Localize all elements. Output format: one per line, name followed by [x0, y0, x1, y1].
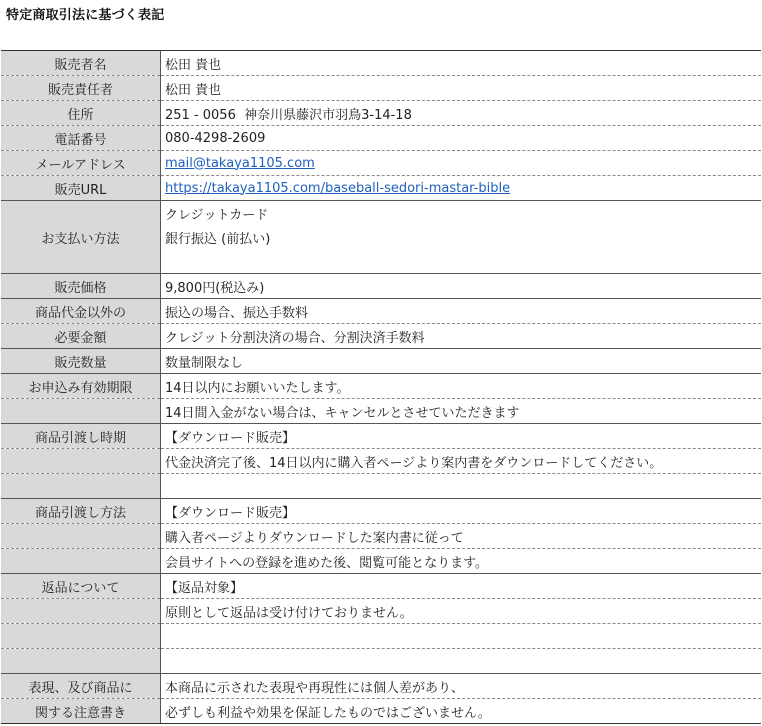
- value-returns-blank: [161, 624, 762, 649]
- table-row: [1, 349, 761, 374]
- value-delivery-time-1: 【ダウンロード販売】: [161, 424, 762, 449]
- label-extra-cost-2: 必要金額: [1, 324, 161, 349]
- label-address: 住所: [1, 101, 161, 126]
- label-validity-blank: [1, 399, 161, 424]
- table-row: [1, 599, 761, 624]
- table-row: [1, 324, 761, 349]
- legal-notice-table: [1, 50, 761, 724]
- value-phone: 080-4298-2609: [161, 126, 762, 151]
- value-price: 9,800円(税込み): [161, 274, 762, 299]
- table-row: [1, 274, 761, 299]
- value-returns-2: 原則として返品は受け付けておりません。: [161, 599, 762, 624]
- value-delivery-time-blank: [161, 474, 762, 499]
- table-row: [1, 374, 761, 399]
- table-row: [1, 424, 761, 449]
- table-row: [1, 51, 761, 76]
- email-link[interactable]: mail@takaya1105.com: [165, 155, 315, 171]
- value-extra-cost-1: 振込の場合、振込手数料: [161, 299, 762, 324]
- value-manager: 松田 貴也: [161, 76, 762, 101]
- value-payment-blank: [161, 249, 762, 274]
- value-validity-2: 14日間入金がない場合は、キャンセルとさせていただきます: [161, 399, 762, 424]
- table-row: [1, 574, 761, 599]
- table-row: [1, 126, 761, 151]
- value-delivery-method-1: 【ダウンロード販売】: [161, 499, 762, 524]
- value-returns-blank-2: [161, 649, 762, 674]
- table-row: [1, 76, 761, 101]
- value-payment-1: クレジットカード: [165, 207, 269, 223]
- label-delivery-method-blank: [1, 524, 161, 549]
- table-row: [1, 101, 761, 126]
- label-url: 販売URL: [1, 176, 161, 201]
- label-delivery-method-blank-2: [1, 549, 161, 574]
- label-validity: お申込み有効期限: [1, 374, 161, 399]
- page-title: 特定商取引法に基づく表記: [6, 8, 165, 23]
- value-delivery-method-3: 会員サイトへの登録を進めた後、閲覧可能となります。: [161, 549, 762, 574]
- value-returns-1: 【返品対象】: [161, 574, 762, 599]
- value-validity-1: 14日以内にお願いいたします。: [161, 374, 762, 399]
- sales-url-link[interactable]: https://takaya1105.com/baseball-sedori-mastar-bible: [165, 180, 511, 196]
- table-row: [1, 699, 761, 724]
- value-delivery-method-2: 購入者ページよりダウンロードした案内書に従って: [161, 524, 762, 549]
- label-quantity: 販売数量: [1, 349, 161, 374]
- label-seller: 販売者名: [1, 51, 161, 76]
- table-row: [1, 549, 761, 574]
- table-row: [1, 449, 761, 474]
- table-row: [1, 499, 761, 524]
- value-quantity: 数量制限なし: [161, 349, 762, 374]
- label-delivery-time-blank-2: [1, 474, 161, 499]
- label-delivery-method: 商品引渡し方法: [1, 499, 161, 524]
- value-email-cell: [161, 151, 762, 176]
- label-notes-1: 表現、及び商品に: [1, 674, 161, 699]
- value-notes-2: 必ずしも利益や効果を保証したものではございません。: [161, 699, 762, 724]
- value-notes-1: 本商品に示された表現や再現性には個人差があり、: [161, 674, 762, 699]
- label-manager: 販売責任者: [1, 76, 161, 101]
- label-price: 販売価格: [1, 274, 161, 299]
- table-row: [1, 151, 761, 176]
- label-returns: 返品について: [1, 574, 161, 599]
- label-extra-cost-1: 商品代金以外の: [1, 299, 161, 324]
- label-delivery-time: 商品引渡し時期: [1, 424, 161, 449]
- label-payment: お支払い方法: [1, 201, 161, 274]
- table-row: [1, 649, 761, 674]
- table-row: [1, 474, 761, 499]
- label-returns-blank: [1, 599, 161, 624]
- label-returns-blank-2: [1, 624, 161, 649]
- table-row: [1, 176, 761, 201]
- label-delivery-time-blank: [1, 449, 161, 474]
- label-email: メールアドレス: [1, 151, 161, 176]
- label-notes-2: 関する注意書き: [1, 699, 161, 724]
- value-address: 251 - 0056 神奈川県藤沢市羽鳥3-14-18: [161, 101, 762, 126]
- value-extra-cost-2: クレジット分割決済の場合、分割決済手数料: [161, 324, 762, 349]
- value-payment-2: 銀行振込 (前払い): [165, 231, 271, 247]
- table-row: [1, 524, 761, 549]
- value-url-cell: [161, 176, 762, 201]
- value-delivery-time-2: 代金決済完了後、14日以内に購入者ページより案内書をダウンロードしてください。: [161, 449, 762, 474]
- label-returns-blank-3: [1, 649, 161, 674]
- value-seller: 松田 貴也: [161, 51, 762, 76]
- table-row: [1, 299, 761, 324]
- label-phone: 電話番号: [1, 126, 161, 151]
- table-row: [1, 624, 761, 649]
- table-row: [1, 201, 761, 226]
- table-row: [1, 399, 761, 424]
- table-row: [1, 674, 761, 699]
